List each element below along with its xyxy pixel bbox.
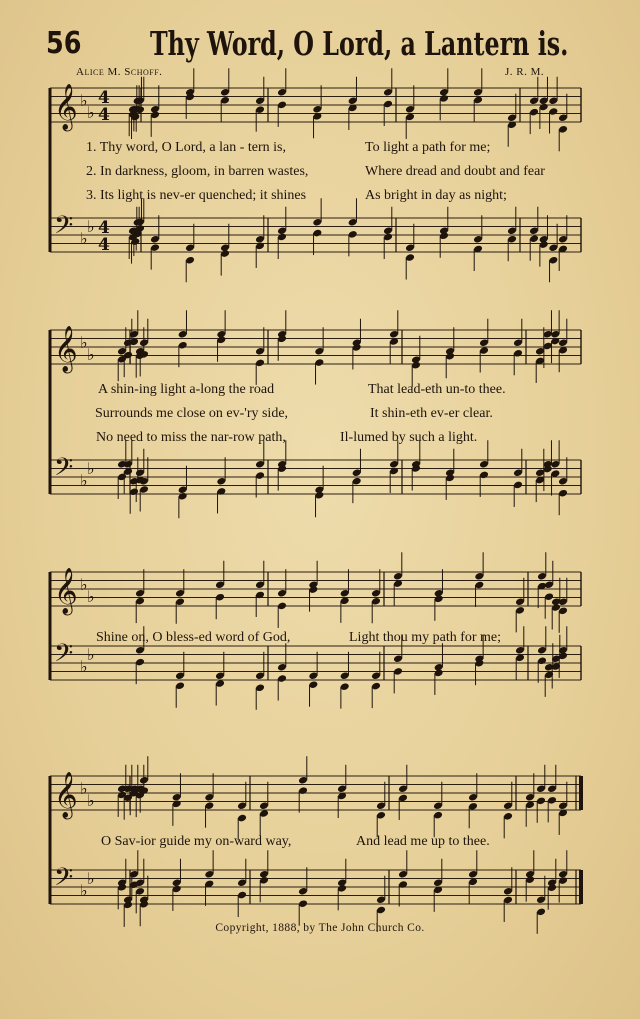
key-signature-flat: ♭ bbox=[80, 333, 88, 352]
bass-clef: 𝄢 bbox=[54, 453, 74, 488]
lyric-line-3d: Il-lumed by such a light. bbox=[340, 430, 478, 445]
lyric-line-1b: To light a path for me; bbox=[365, 140, 491, 155]
lyric-refrain-line-1a: Shine on, O bless-ed word of God, bbox=[96, 630, 291, 645]
key-signature-flat: ♭ bbox=[87, 869, 95, 888]
key-signature-flat: ♭ bbox=[87, 587, 95, 606]
lyric-line-1c: A shin-ing light a-long the road bbox=[98, 382, 275, 397]
time-signature: 4 bbox=[98, 88, 110, 108]
key-signature-flat: ♭ bbox=[87, 791, 95, 810]
key-signature-flat: ♭ bbox=[80, 881, 88, 900]
lyric-line-3b: As bright in day as night; bbox=[365, 188, 507, 203]
key-signature-flat: ♭ bbox=[87, 217, 95, 236]
time-signature: 4 bbox=[98, 235, 110, 255]
treble-clef: 𝄞 bbox=[54, 568, 78, 614]
lyric-line-3a: 3. Its light is nev-er quenched; it shines bbox=[86, 188, 307, 203]
copyright-text: Copyright, 1888, by The John Church Co. bbox=[215, 922, 425, 934]
time-signature: 4 bbox=[98, 218, 110, 238]
bass-clef: 𝄢 bbox=[54, 211, 74, 246]
lyric-line-2a: 2. In darkness, gloom, in barren wastes, bbox=[86, 164, 309, 179]
time-signature: 4 bbox=[98, 105, 110, 125]
treble-clef: 𝄞 bbox=[54, 326, 78, 372]
key-signature-flat: ♭ bbox=[80, 657, 88, 676]
lyric-line-2b: Where dread and doubt and fear bbox=[365, 164, 545, 179]
lyric-refrain-line-2b: And lead me up to thee. bbox=[356, 834, 490, 849]
key-signature-flat: ♭ bbox=[87, 459, 95, 478]
bass-clef: 𝄢 bbox=[54, 863, 74, 898]
lyric-line-1a: 1. Thy word, O Lord, a lan - tern is, bbox=[86, 140, 286, 155]
treble-clef: 𝄞 bbox=[54, 772, 78, 818]
key-signature-flat: ♭ bbox=[80, 779, 88, 798]
bass-clef: 𝄢 bbox=[54, 639, 74, 674]
hymn-title: Thy Word, O Lord, a Lantern is. bbox=[150, 24, 569, 63]
lyric-line-1d: That lead-eth un-to thee. bbox=[368, 382, 506, 397]
lyric-refrain-line-1b: Light thou my path for me; bbox=[349, 630, 502, 645]
key-signature-flat: ♭ bbox=[80, 575, 88, 594]
key-signature-flat: ♭ bbox=[87, 103, 95, 122]
lyric-line-2d: It shin-eth ev-er clear. bbox=[370, 406, 493, 421]
lyric-line-2c: Surrounds me close on ev-'ry side, bbox=[95, 406, 289, 421]
composer-credit: J. R. M. bbox=[505, 66, 545, 78]
treble-clef: 𝄞 bbox=[54, 84, 78, 130]
lyricist-credit: Alice M. Schoff. bbox=[76, 66, 163, 78]
key-signature-flat: ♭ bbox=[80, 471, 88, 490]
key-signature-flat: ♭ bbox=[80, 229, 88, 248]
lyric-refrain-line-2a: O Sav-ior guide my on-ward way, bbox=[101, 834, 292, 849]
key-signature-flat: ♭ bbox=[80, 91, 88, 110]
key-signature-flat: ♭ bbox=[87, 345, 95, 364]
copyright-notice bbox=[0, 922, 640, 934]
lyric-line-3c: No need to miss the nar-row path, bbox=[96, 430, 286, 445]
key-signature-flat: ♭ bbox=[87, 645, 95, 664]
hymn-number: 56 bbox=[46, 26, 82, 61]
